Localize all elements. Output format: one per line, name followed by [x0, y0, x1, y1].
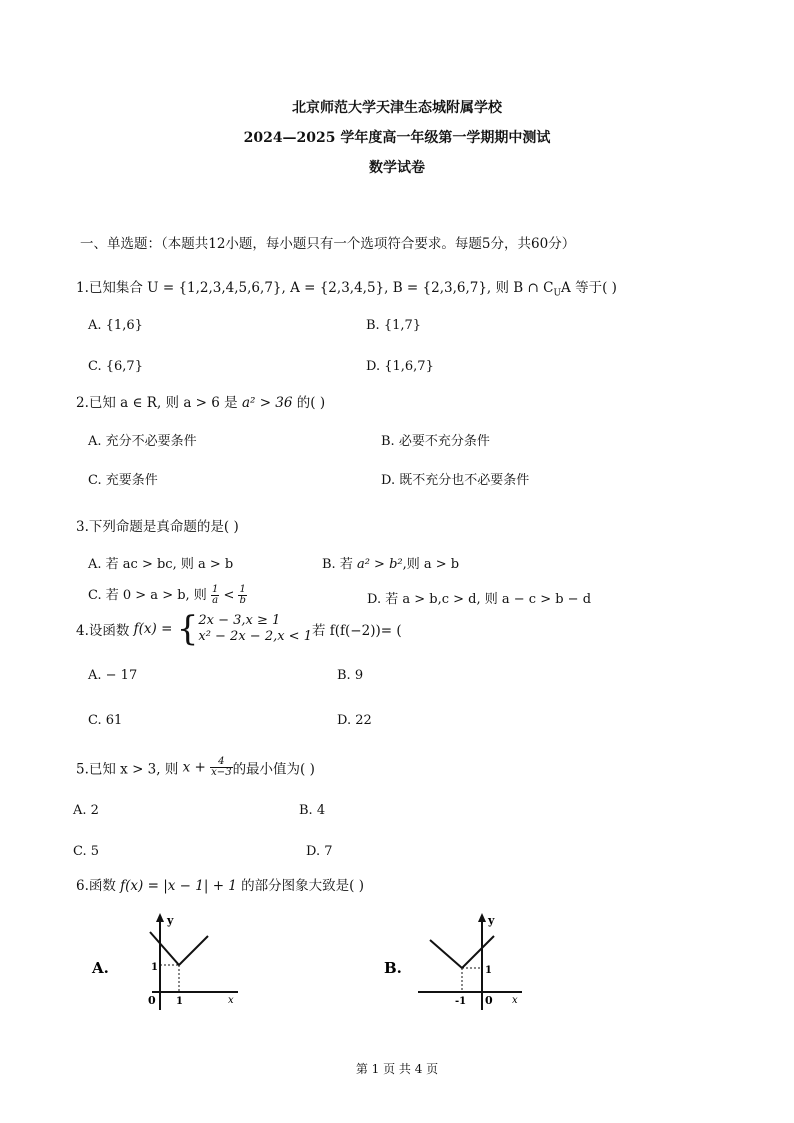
q3-option-d: D. 若 a > b,c > d, 则 a − c > b − d	[367, 592, 592, 607]
q3-c-frac-2	[238, 585, 246, 606]
question-3: 3.下列命题是真命题的是( )	[76, 519, 239, 535]
q3-option-b	[322, 553, 459, 572]
graph-b-label: B.	[384, 959, 402, 977]
section-title: 一、单选题：（本题共12小题，每小题只有一个选项符合要求。每题5分，共60分）	[80, 236, 576, 252]
question-6	[76, 874, 364, 894]
q2-option-d: D. 既不充分也不必要条件	[381, 473, 530, 488]
q6-stem: 6.函数	[76, 878, 121, 894]
graph-a-one-x: 1	[176, 996, 183, 1007]
graph-b-y-arrow	[478, 913, 486, 922]
q3-b-pre: B. 若	[322, 557, 357, 572]
question-4	[76, 609, 402, 649]
q2-option-a: A. 充分不必要条件	[88, 434, 197, 449]
q6-graph-b	[382, 910, 532, 1020]
question-5	[76, 757, 315, 778]
question-2	[76, 391, 325, 411]
q5-option-a: A. 2	[73, 803, 99, 818]
q4-case-1: 2x − 3,x ≥ 1	[198, 613, 281, 628]
exam-subject: 数学试卷	[369, 160, 425, 176]
graph-b-svg	[382, 910, 532, 1020]
q3-c-pre: C. 若 0 > a > b, 则	[88, 588, 211, 603]
q4-brace: {	[176, 609, 199, 649]
q3-b-post: ,则 a > b	[402, 557, 460, 572]
q3-option-c	[88, 584, 247, 606]
q6-graph-a	[90, 910, 260, 1020]
q5-den: x−3	[211, 767, 232, 778]
q5-option-c: C. 5	[73, 844, 100, 859]
q5-tail: 的最小值为( )	[232, 761, 315, 778]
q1-option-a: A. {1,6}	[88, 318, 143, 333]
q2-option-c: C. 充要条件	[88, 473, 158, 488]
q4-option-d: D. 22	[337, 713, 372, 728]
q4-case-2: x² − 2x − 2,x < 1	[198, 629, 312, 644]
q5-frac	[210, 757, 232, 778]
q6-tail: 的部分图象大致是( )	[236, 878, 365, 894]
q3-option-a: A. 若 ac > bc, 则 a > b	[88, 557, 234, 572]
graph-b-y-label: y	[488, 914, 495, 927]
q3-c-den2: b	[239, 595, 246, 606]
q1-stem: 1.已知集合 U = {1,2,3,4,5,6,7}, A = {2,3,4,5}, B = {2,3,6,7}, 则 B ∩ C	[76, 280, 554, 296]
q5-option-d: D. 7	[306, 844, 333, 859]
graph-b-curve	[430, 936, 494, 968]
graph-a-x-label: x	[228, 995, 234, 1006]
question-1	[76, 276, 617, 299]
q5-stem: 5.已知 x > 3, 则	[76, 761, 183, 778]
graph-a-label: A.	[92, 959, 109, 977]
q3-c-num2: 1	[239, 584, 246, 595]
graph-a-curve	[150, 932, 208, 965]
q4-stem: 4.设函数	[76, 623, 134, 639]
graph-a-y-label: y	[167, 914, 174, 927]
graph-b-one-y: 1	[485, 965, 492, 976]
q2-tail: 的( )	[292, 395, 326, 411]
q2-math: a² > 36	[241, 395, 293, 411]
q4-option-a: A. − 17	[88, 668, 138, 683]
page-footer: 第 1 页 共 4 页	[355, 1062, 439, 1076]
graph-b-neg-one-x: -1	[455, 996, 467, 1007]
graph-b-x-label: x	[512, 995, 518, 1006]
graph-a-origin: 0	[148, 994, 156, 1007]
school-name: 北京师范大学天津生态城附属学校	[292, 100, 502, 116]
q4-cases	[198, 613, 312, 645]
q2-option-b: B. 必要不充分条件	[381, 434, 490, 449]
q4-option-b: B. 9	[337, 668, 364, 683]
q4-tail: 若 f(f(−2))= (	[311, 623, 402, 639]
q3-b-math: a² > b²	[356, 557, 403, 572]
q3-c-num1: 1	[211, 584, 219, 595]
q5-option-b: B. 4	[299, 803, 326, 818]
q1-sub: U	[553, 288, 562, 299]
graph-a-svg	[90, 910, 260, 1020]
q3-c-den1: a	[212, 595, 219, 606]
graph-a-y-arrow	[156, 913, 164, 922]
exam-term: 2024—2025 学年度高一年级第一学期期中测试	[243, 130, 551, 146]
q4-fx: f(x) =	[133, 621, 177, 637]
q4-option-c: C. 61	[88, 713, 123, 728]
q5-expr: x +	[182, 759, 211, 776]
graph-b-origin: 0	[485, 994, 493, 1007]
q2-stem: 2.已知 a ∈ R, 则 a > 6 是	[76, 395, 242, 411]
graph-a-one-y: 1	[151, 962, 158, 973]
q3-c-lt: <	[219, 588, 239, 603]
q1-option-b: B. {1,7}	[366, 318, 422, 333]
q1-option-d: D. {1,6,7}	[366, 359, 434, 374]
q1-tail: A 等于( )	[561, 280, 617, 296]
q6-math: f(x) = |x − 1| + 1	[120, 878, 237, 894]
q1-option-c: C. {6,7}	[88, 359, 143, 374]
q5-num: 4	[210, 757, 232, 768]
